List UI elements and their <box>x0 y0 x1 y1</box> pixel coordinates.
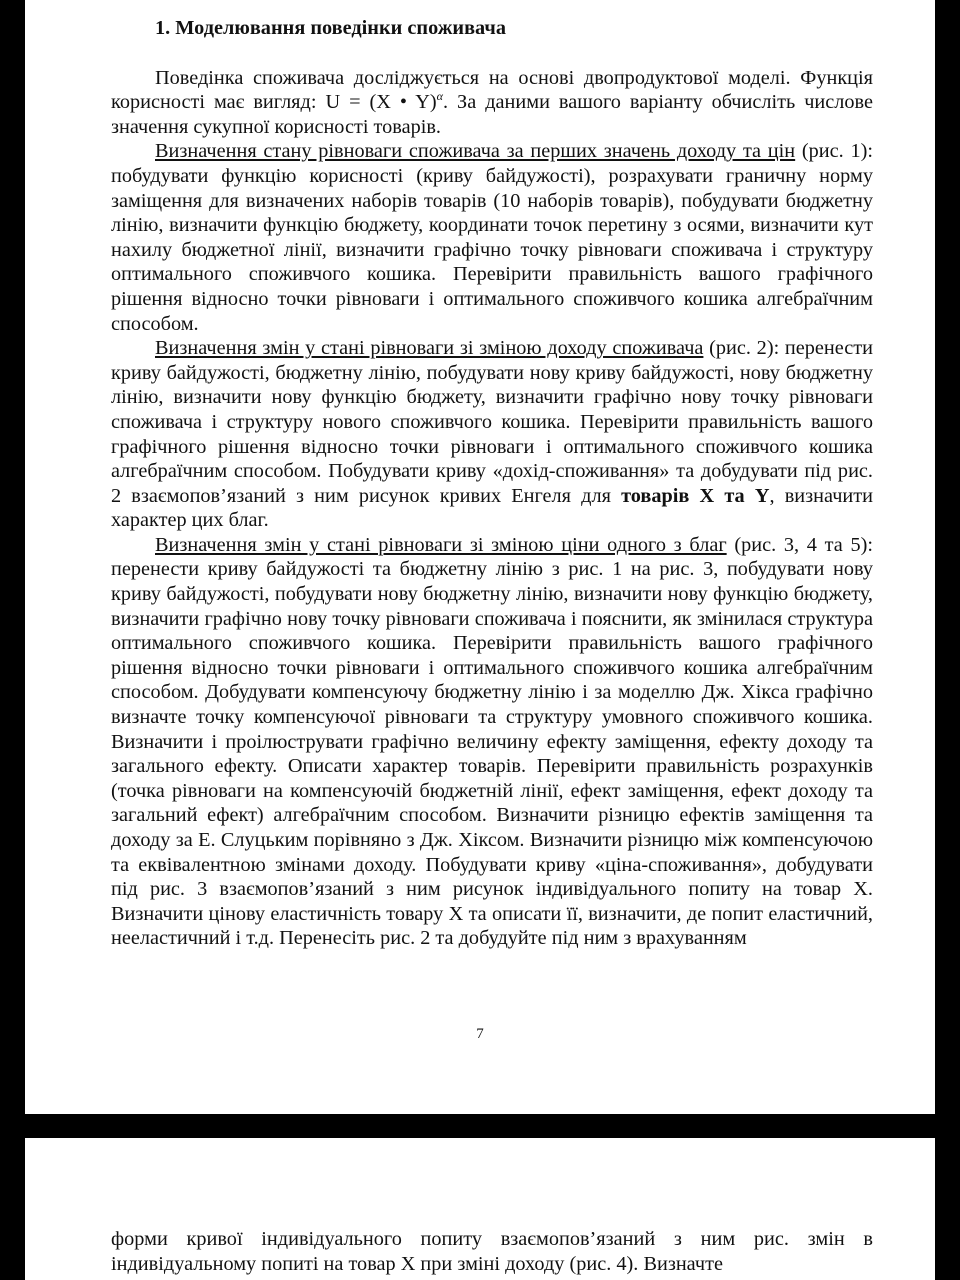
document-page-7 <box>25 0 935 1114</box>
income-change-paragraph <box>111 336 873 533</box>
income-change-heading: Визначення змін у стані рівноваги зі зміною доходу споживача <box>155 337 704 360</box>
equilibrium-heading: Визначення стану рівноваги споживача за перших значень доходу та цін <box>155 140 796 163</box>
document-page-8 <box>25 1138 935 1280</box>
continuation-paragraph: форми кривої індивідуального попиту взаємопов’язаний з ним рис. змін в індивідуальному попиті на товар X при зміні доходу (рис. 4). Визначте <box>111 1228 873 1275</box>
goods-bold-text: товарів X та Y <box>621 484 770 507</box>
price-change-text: (рис. 3, 4 та 5): перенести криву байдужості та бюджетну лінію з рис. 1 на рис. 3, побудувати нову криву байдужості, побудувати нову бюджетну лінію, визначити нову функцію бюджету, визначити графічно нову точку рівноваги споживача і пояснити, як змінилася структура оптимального споживчого кошика. Перевірити правильність вашого графічного рішення відносно точки рівноваги і оптимального споживчого кошика алгебраїчним способом. Добудувати компенсуючу бюджетну лінію і за моделлю Дж. Хікса графічно визначте точку компенсуючої рівноваги та структуру умовного споживчого кошика. Визначити і проілюструвати графічно величину ефекту заміщення, ефекту доходу та загального ефекту. Описати характер товарів. Перевірити правильність розрахунків (точка рівноваги на компенсуючій бюджетній лінії, ефект заміщення, ефект доходу та загальний ефект) алгебраїчним способом. Визначити різницю ефектів заміщення та доходу за Е. Слуцьким порівняно з Дж. Хіксом. Визначити різницю між компенсуючою та еквівалентною змінами доходу. Побудувати криву «ціна-споживання», добудувати під рис. 3 взаємопов’язаний з ним рисунок індивідуального попиту на товар X. Визначити цінову еластичність товару X та описати її, визначити, де попит еластичний, нееластичний і т.д. Перенесіть рис. 2 та добудуйте під ним з врахуванням <box>111 533 873 950</box>
price-change-paragraph <box>111 533 873 951</box>
price-change-heading: Визначення змін у стані рівноваги зі зміною ціни одного з благ <box>155 533 727 556</box>
income-change-text: (рис. 2): перенести криву байдужості, бюджетну лінію, побудувати нову криву байдужості, нову бюджетну лінію, визначити нову функцію бюджету, визначити графічно нову точку рівноваги споживача і структуру нового споживчого кошика. Перевірити правильність вашого графічного рішення відносно точки рівноваги і оптимального споживчого кошика алгебраїчним способом. Побудувати криву «дохід-споживання» та добудувати під рис. 2 взаємопов’язаний з ним рисунок кривих Енгеля для <box>111 337 874 507</box>
page-content <box>111 1227 873 1276</box>
income-change-text-end: , визначити характер цих благ. <box>111 484 873 532</box>
equilibrium-text: (рис. 1): побудувати функцію корисності (криву байдужості), розрахувати граничну норму заміщення для визначених наборів товарів (10 наборів товарів), побудувати бюджетну лінію, визначити функцію бюджету, координати точок перетину з осями, визначити кут нахилу бюджетної лінії, визначити графічно точку рівноваги споживача і структуру оптимального споживчого кошика. Перевірити правильність вашого графічного рішення відносно точки рівноваги і оптимального споживчого кошика алгебраїчним способом. <box>111 140 873 335</box>
page-number: 7 <box>476 1026 484 1042</box>
section-heading: 1. Моделювання поведінки споживача <box>155 17 506 39</box>
intro-text-end: . За даними вашого варіанту обчисліть числове значення сукупної корисності товарів. <box>111 91 873 138</box>
alpha-superscript: α <box>436 89 443 104</box>
equilibrium-paragraph <box>111 139 873 336</box>
page-content <box>111 16 873 951</box>
intro-text: Поведінка споживача досліджується на основі двопродуктової моделі. Функція корисності має вигляд: U = (X • Y) <box>111 66 873 114</box>
intro-paragraph <box>111 66 873 140</box>
